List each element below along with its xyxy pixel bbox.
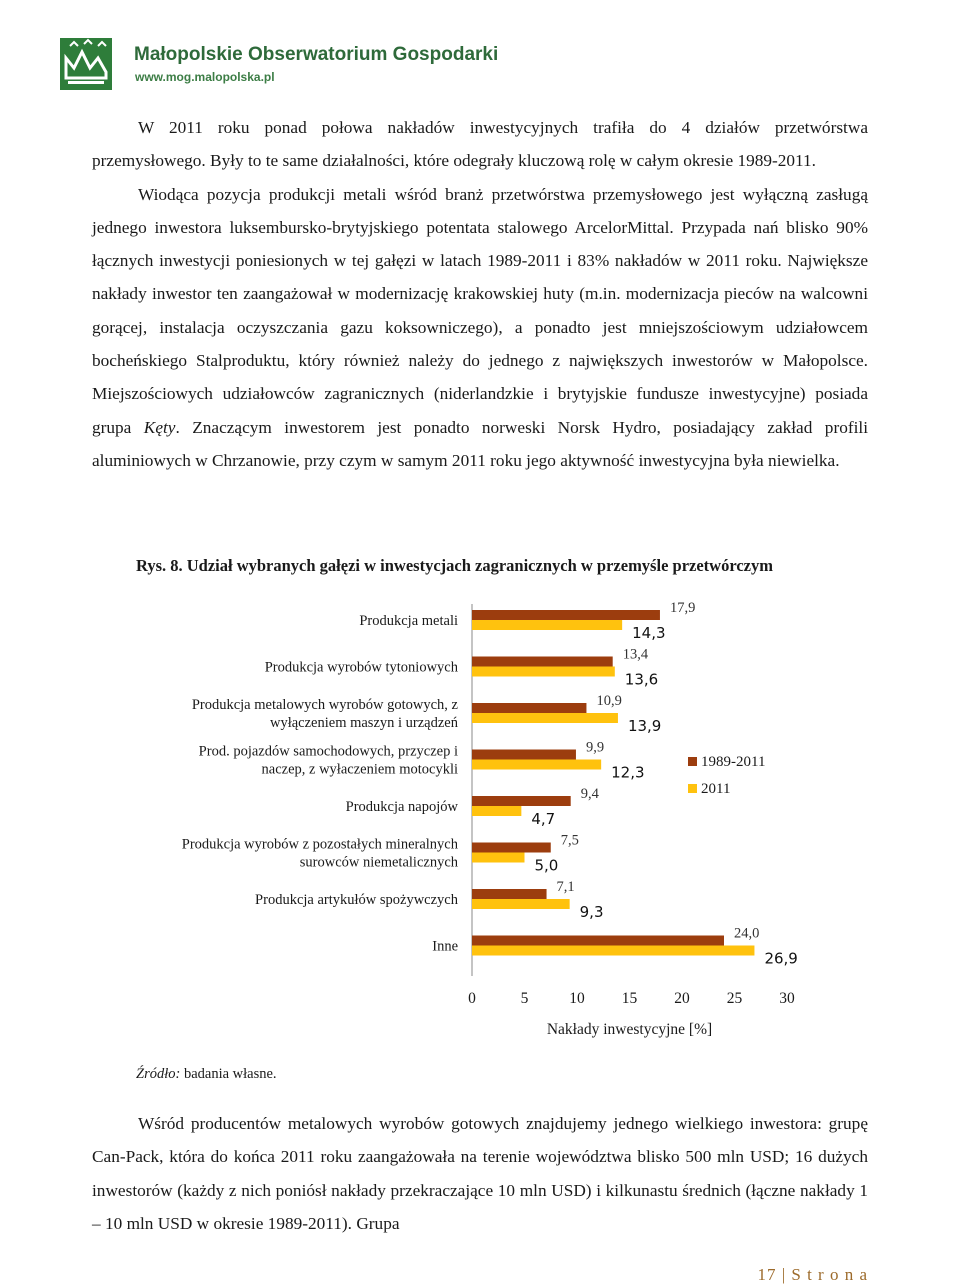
category-label: Produkcja napojów xyxy=(345,799,458,815)
org-name: Małopolskie Obserwatorium Gospodarki xyxy=(134,44,499,65)
bar-1989-2011 xyxy=(472,610,660,620)
text-block-bottom xyxy=(92,1107,868,1240)
bar-2011 xyxy=(472,713,618,723)
paragraph xyxy=(92,178,868,478)
bar-2011 xyxy=(472,853,525,863)
bar-2011 xyxy=(472,667,615,677)
paragraph: Wśród producentów metalowych wyrobów gotowych znajdujemy jednego wielkiego inwestora: grupę Can-Pack, która do końca 2011 roku zaangażowała na terenie województwa blisko 500 mln USD; 16 dużych inwestorów (każdy z nich poniósł nakłady przekraczające 10 mln USD) i kilkunastu średnich (łączne nakłady 1 – 10 mln USD w okresie 1989-2011). Grupa xyxy=(92,1114,868,1233)
text-block-top xyxy=(92,111,868,477)
mog-logo-icon xyxy=(60,38,112,90)
paragraph-part: Wiodąca pozycja produkcji metali wśród branż przetwórstwa przemysłowego jest wyłączną zasługą jednego inwestora luksembursko-brytyjskiego potentata stalowego ArcelorMittal. Przypada nań blisko 90% łącznych inwestycji poniesionych w tej gałęzi w latach 1989-2011 i 83% nakładów w 2011 roku. Największe nakłady inwestor ten zaangażował w modernizację krakowskiej huty (m.in. modernizacja pieców na walcowni gorącej, instalacja oczyszczania gazu koksowniczego), a ponadto jest mniejszościowym udziałowcem bocheńskiego Stalproduktu, który również należy do jednego z największych inwestorów w Małopolsce. Miejszościowych udziałowców zagranicznych (niderlandzkie i brytyjskie fundusze inwestycyjne) posiada grupa xyxy=(92,184,868,437)
category-label: Produkcja wyrobów tytoniowych xyxy=(264,659,458,676)
x-axis-title: Nakłady inwestycyjne [%] xyxy=(546,1021,713,1038)
legend-label: 2011 xyxy=(701,781,731,797)
data-label-1989-2011: 7,5 xyxy=(560,832,579,849)
bar-2011 xyxy=(472,620,622,630)
org-url: www.mog.malopolska.pl xyxy=(135,70,275,84)
x-tick-label: 25 xyxy=(726,990,743,1007)
data-label-1989-2011: 10,9 xyxy=(596,693,622,709)
legend-label: 1989-2011 xyxy=(701,754,766,770)
category-label: wyłączeniem maszyn i urządzeń xyxy=(269,715,458,731)
data-label-2011: 13,6 xyxy=(624,670,659,689)
data-label-1989-2011: 13,4 xyxy=(622,646,649,663)
bar-1989-2011 xyxy=(472,657,613,667)
x-tick-label: 5 xyxy=(520,990,529,1007)
data-label-2011: 12,3 xyxy=(611,763,645,782)
brand-kety: Kęty xyxy=(143,417,176,437)
category-label: Produkcja metalowych wyrobów gotowych, z xyxy=(191,697,458,713)
page-header xyxy=(60,38,560,94)
data-label-2011: 26,9 xyxy=(764,949,798,968)
figure-source xyxy=(136,1066,277,1083)
x-tick-label: 20 xyxy=(674,990,690,1007)
page-footer xyxy=(757,1265,868,1285)
bar-1989-2011 xyxy=(472,796,571,806)
bar-2011 xyxy=(472,899,570,909)
data-label-1989-2011: 9,9 xyxy=(585,739,605,756)
source-text: badania własne. xyxy=(180,1066,277,1082)
bar-1989-2011 xyxy=(472,889,547,899)
category-label: Inne xyxy=(432,938,458,955)
data-label-1989-2011: 7,1 xyxy=(556,879,575,895)
source-label: Źródło: xyxy=(136,1066,181,1082)
data-label-1989-2011: 9,4 xyxy=(580,786,599,802)
category-label: naczep, z wyłaczeniem motocykli xyxy=(261,761,458,778)
category-label: Produkcja metali xyxy=(359,613,458,629)
bar-2011 xyxy=(472,806,521,816)
legend-swatch-1989-2011 xyxy=(688,757,697,766)
data-label-1989-2011: 24,0 xyxy=(734,925,760,942)
legend-swatch-2011 xyxy=(688,784,697,793)
paragraph-part: . Znaczącym inwestorem jest ponadto norweski Norsk Hydro, posiadający zakład profili aluminiowych w Chrzanowie, przy czym w samym 2011 roku jego aktywność inwestycyjna była niewielka. xyxy=(92,417,869,470)
bar-2011 xyxy=(472,946,754,956)
category-label: Produkcja artykułów spożywczych xyxy=(255,892,458,908)
data-label-2011: 5,0 xyxy=(534,856,559,875)
bar-1989-2011 xyxy=(472,936,724,946)
figure-title: Rys. 8. Udział wybranych gałęzi w inwestycjach zagranicznych w przemyśle przetwórczym xyxy=(136,556,773,575)
category-label: surowców niemetalicznych xyxy=(299,854,458,871)
data-label-2011: 4,7 xyxy=(531,810,556,828)
paragraph: W 2011 roku ponad połowa nakładów inwestycyjnych trafiła do 4 działów przetwórstwa przemysłowego. Były to te same działalności, które odegrały kluczową rolę w całym okresie 1989-2011. xyxy=(92,118,868,171)
footer-word: S t r o n a xyxy=(791,1265,868,1284)
x-tick-label: 30 xyxy=(779,990,795,1007)
bar-2011 xyxy=(472,760,601,770)
data-label-2011: 9,3 xyxy=(579,903,604,921)
bar-1989-2011 xyxy=(472,843,551,853)
category-label: Prod. pojazdów samochodowych, przyczep i xyxy=(198,743,458,760)
data-label-1989-2011: 17,9 xyxy=(669,600,696,616)
bar-chart xyxy=(140,596,820,1046)
data-label-2011: 13,9 xyxy=(627,717,662,735)
footer-separator: | xyxy=(776,1265,792,1284)
x-tick-label: 15 xyxy=(621,990,638,1007)
data-label-2011: 14,3 xyxy=(632,624,666,642)
x-tick-label: 10 xyxy=(569,990,585,1007)
bar-1989-2011 xyxy=(472,750,576,760)
bar-1989-2011 xyxy=(472,703,586,713)
x-tick-label: 0 xyxy=(468,990,476,1007)
category-label: Produkcja wyrobów z pozostałych mineralnych xyxy=(181,836,458,853)
page-number: 17 xyxy=(757,1265,777,1284)
